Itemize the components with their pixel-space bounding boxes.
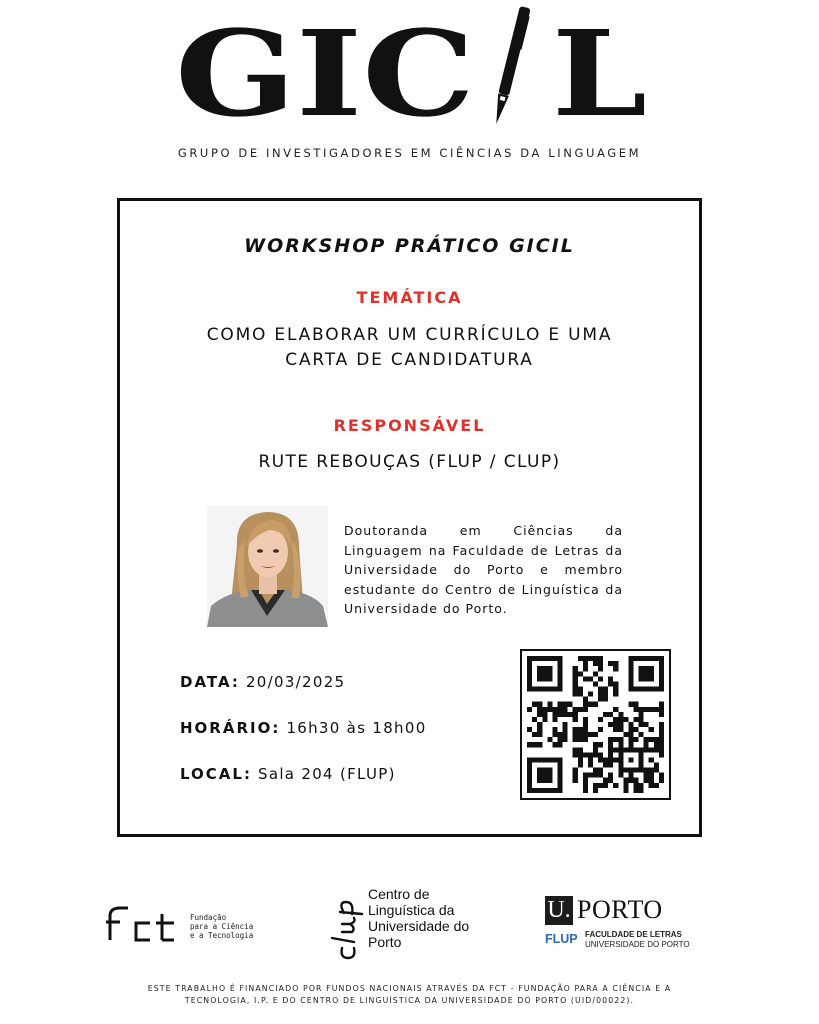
gicil-logo: [0, 2, 819, 137]
time-label: HORÁRIO:: [180, 719, 281, 737]
date-value: 20/03/2025: [245, 673, 346, 691]
partner-logos: [0, 880, 819, 960]
info-date: [180, 673, 345, 691]
uporto-porto: PORTO: [577, 895, 663, 924]
svg-text:L: L: [552, 4, 647, 137]
responsible-label: RESPONSÁVEL: [333, 416, 486, 435]
place-label: LOCAL:: [180, 765, 252, 783]
uporto-u-mark: U.: [545, 896, 573, 925]
clup-line-4: Porto: [368, 934, 402, 950]
workshop-card: [117, 198, 702, 837]
place-value: Sala 204 (FLUP): [258, 765, 396, 783]
fct-logo: [106, 898, 266, 948]
theme-line-1: COMO ELABORAR UM CURRÍCULO E UMA: [206, 325, 613, 345]
pen-slash-icon: [491, 6, 532, 125]
clup-line-2: Linguística da: [368, 902, 455, 918]
uporto-logo: [543, 894, 713, 954]
funding-notice: [0, 983, 819, 1007]
uporto-faculty: [585, 930, 690, 950]
fct-mark-icon: [106, 898, 186, 944]
theme-line-2: CARTA DE CANDIDATURA: [285, 350, 534, 370]
fct-line-3: e a Tecnologia: [190, 931, 254, 940]
theme-label: TEMÁTICA: [356, 288, 463, 307]
workshop-title: WORKSHOP PRÁTICO GICIL: [244, 235, 575, 257]
time-value: 16h30 às 18h00: [286, 719, 427, 737]
info-place: [180, 765, 396, 783]
fct-line-2: para a Ciência: [190, 922, 254, 931]
funding-line-2: TECNOLOGIA, I.P. E DO CENTRO DE LINGUÍSTICA DA UNIVERSIDADE DO PORTO (UID/00022).: [184, 996, 635, 1005]
uporto-faculty-line-2: UNIVERSIDADE DO PORTO: [585, 940, 690, 949]
qr-code[interactable]: [520, 649, 671, 800]
uporto-flup: FLUP: [545, 932, 578, 946]
clup-mark-icon: [330, 882, 364, 962]
date-label: DATA:: [180, 673, 240, 691]
logo-subtitle: GRUPO DE INVESTIGADORES EM CIÊNCIAS DA LINGUAGEM: [177, 146, 642, 160]
clup-name: [368, 886, 469, 950]
funding-line-1: ESTE TRABALHO É FINANCIADO POR FUNDOS NACIONAIS ATRAVÉS DA FCT - FUNDAÇÃO PARA A CIÊNCIA E A: [147, 984, 672, 993]
fct-name: [190, 913, 253, 940]
responsible-name: RUTE REBOUÇAS (FLUP / CLUP): [258, 452, 561, 472]
speaker-bio: Doutoranda em Ciências da Linguagem na Faculdade de Letras da Universidade do Porto e membro estudante do Centro de Linguística da Universidade do Porto.: [344, 523, 623, 616]
svg-text:GIC: GIC: [175, 4, 475, 137]
speaker-photo: [207, 506, 328, 627]
uporto-faculty-line-1: FACULDADE DE LETRAS: [585, 930, 682, 939]
clup-logo: [330, 882, 490, 962]
clup-line-3: Universidade do: [368, 918, 470, 934]
info-time: [180, 719, 427, 737]
fct-line-1: Fundação: [190, 913, 227, 922]
theme-text: [120, 323, 699, 373]
clup-line-1: Centro de: [368, 886, 430, 902]
